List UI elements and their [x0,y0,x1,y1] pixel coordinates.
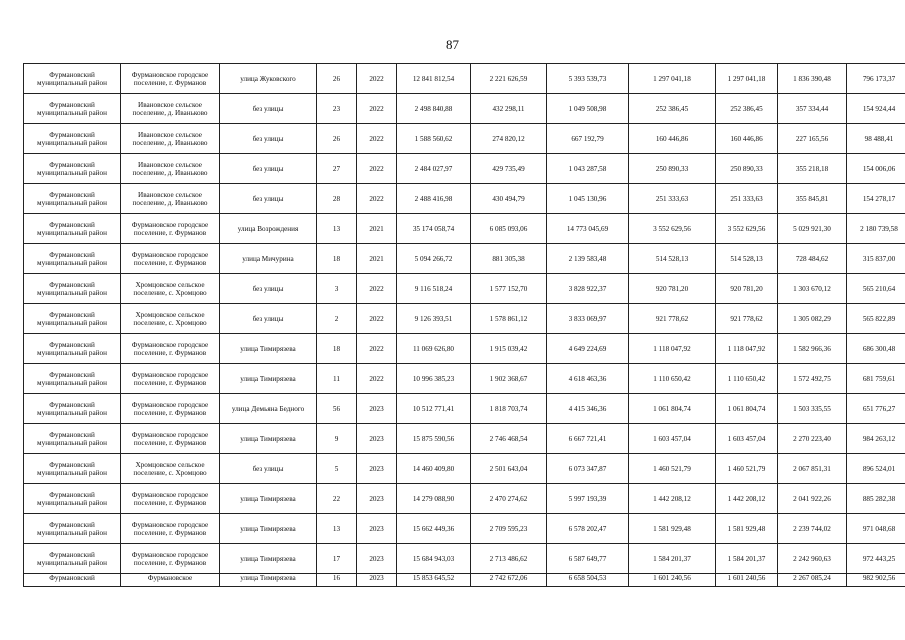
cost-column-5-cell: 355 218,18 [778,154,847,184]
district-cell: Фурмановский муниципальный район [24,334,121,364]
settlement-cell: Фурмановское городское поселение, г. Фурманов [121,64,220,94]
cost-column-2-cell: 5 997 193,39 [547,484,629,514]
table-row [24,154,905,184]
total-cost-cell: 15 875 590,56 [397,424,471,454]
cost-column-2-cell: 6 658 504,53 [547,574,629,587]
table-row [24,94,905,124]
cost-column-4-cell: 514 528,13 [716,244,778,274]
cost-column-1-cell: 2 746 468,54 [471,424,547,454]
cost-column-3-cell: 1 297 041,18 [629,64,716,94]
cost-column-6-cell: 686 300,48 [847,334,905,364]
cost-column-4-cell: 250 890,33 [716,154,778,184]
house-number-cell: 13 [317,514,357,544]
cost-column-6-cell: 681 759,61 [847,364,905,394]
cost-column-1-cell: 429 735,49 [471,154,547,184]
total-cost-cell: 15 853 645,52 [397,574,471,587]
cost-column-5-cell: 1 503 335,55 [778,394,847,424]
house-number-cell: 5 [317,454,357,484]
cost-column-1-cell: 432 298,11 [471,94,547,124]
year-cell: 2023 [357,454,397,484]
settlement-cell: Ивановское сельское поселение, д. Иваньково [121,154,220,184]
settlement-cell: Ивановское сельское поселение, д. Иваньково [121,184,220,214]
street-cell: улица Демьяна Бедного [220,394,317,424]
table-row [24,214,905,244]
cost-column-5-cell: 5 029 921,30 [778,214,847,244]
table-row [24,484,905,514]
cost-column-1-cell: 2 709 595,23 [471,514,547,544]
house-number-cell: 18 [317,334,357,364]
settlement-cell: Ивановское сельское поселение, д. Иваньково [121,94,220,124]
settlement-cell: Хромцовское сельское поселение, с. Хромцово [121,304,220,334]
cost-column-1-cell: 881 305,38 [471,244,547,274]
house-number-cell: 16 [317,574,357,587]
table-row [24,424,905,454]
cost-column-3-cell: 1 581 929,48 [629,514,716,544]
cost-column-6-cell: 885 282,38 [847,484,905,514]
house-number-cell: 9 [317,424,357,454]
cost-column-3-cell: 252 386,45 [629,94,716,124]
cost-column-5-cell: 2 242 960,63 [778,544,847,574]
cost-column-6-cell: 565 822,89 [847,304,905,334]
year-cell: 2022 [357,274,397,304]
cost-column-5-cell: 1 303 670,12 [778,274,847,304]
street-cell: без улицы [220,454,317,484]
district-cell: Фурмановский муниципальный район [24,484,121,514]
cost-column-5-cell: 728 484,62 [778,244,847,274]
cost-column-1-cell: 2 470 274,62 [471,484,547,514]
street-cell: улица Тимирязева [220,424,317,454]
house-number-cell: 22 [317,484,357,514]
cost-column-6-cell: 565 210,64 [847,274,905,304]
house-number-cell: 3 [317,274,357,304]
cost-column-4-cell: 1 460 521,79 [716,454,778,484]
cost-column-3-cell: 514 528,13 [629,244,716,274]
cost-column-4-cell: 1 603 457,04 [716,424,778,454]
cost-column-3-cell: 251 333,63 [629,184,716,214]
cost-column-6-cell: 896 524,01 [847,454,905,484]
street-cell: улица Тимирязева [220,544,317,574]
cost-column-3-cell: 1 603 457,04 [629,424,716,454]
house-number-cell: 11 [317,364,357,394]
cost-column-1-cell: 1 902 368,67 [471,364,547,394]
cost-column-5-cell: 2 267 085,24 [778,574,847,587]
cost-column-1-cell: 2 742 672,06 [471,574,547,587]
cost-column-4-cell: 1 118 047,92 [716,334,778,364]
cost-column-5-cell: 2 239 744,02 [778,514,847,544]
cost-column-1-cell: 1 818 703,74 [471,394,547,424]
cost-column-1-cell: 1 577 152,70 [471,274,547,304]
cost-column-6-cell: 154 006,06 [847,154,905,184]
year-cell: 2023 [357,424,397,454]
table-row [24,244,905,274]
cost-column-6-cell: 971 048,68 [847,514,905,544]
cost-column-3-cell: 1 442 208,12 [629,484,716,514]
cost-column-5-cell: 1 582 966,36 [778,334,847,364]
total-cost-cell: 15 662 449,36 [397,514,471,544]
district-cell: Фурмановский муниципальный район [24,244,121,274]
cost-column-5-cell: 2 270 223,40 [778,424,847,454]
cost-column-3-cell: 921 778,62 [629,304,716,334]
cost-column-3-cell: 1 061 804,74 [629,394,716,424]
cost-column-3-cell: 160 446,86 [629,124,716,154]
total-cost-cell: 15 684 943,03 [397,544,471,574]
table-row [24,394,905,424]
settlement-cell: Фурмановское городское поселение, г. Фурманов [121,394,220,424]
total-cost-cell: 11 069 626,80 [397,334,471,364]
cost-column-6-cell: 972 443,25 [847,544,905,574]
cost-column-2-cell: 6 587 649,77 [547,544,629,574]
house-number-cell: 26 [317,64,357,94]
settlement-cell: Хромцовское сельское поселение, с. Хромцово [121,274,220,304]
cost-column-3-cell: 920 781,20 [629,274,716,304]
year-cell: 2022 [357,124,397,154]
cost-column-4-cell: 920 781,20 [716,274,778,304]
cost-column-1-cell: 1 915 039,42 [471,334,547,364]
settlement-cell: Фурмановское городское поселение, г. Фурманов [121,544,220,574]
cost-column-2-cell: 2 139 583,48 [547,244,629,274]
settlement-cell: Ивановское сельское поселение, д. Иваньково [121,124,220,154]
cost-column-2-cell: 3 828 922,37 [547,274,629,304]
street-cell: улица Тимирязева [220,484,317,514]
district-cell: Фурмановский [24,574,121,587]
house-number-cell: 28 [317,184,357,214]
cost-column-5-cell: 227 165,56 [778,124,847,154]
district-cell: Фурмановский муниципальный район [24,124,121,154]
total-cost-cell: 14 279 088,90 [397,484,471,514]
cost-column-6-cell: 154 924,44 [847,94,905,124]
cost-column-2-cell: 6 073 347,87 [547,454,629,484]
total-cost-cell: 5 094 266,72 [397,244,471,274]
table-row [24,304,905,334]
street-cell: без улицы [220,124,317,154]
cost-column-5-cell: 357 334,44 [778,94,847,124]
cost-column-5-cell: 1 572 492,75 [778,364,847,394]
street-cell: без улицы [220,154,317,184]
settlement-cell: Фурмановское [121,574,220,587]
cost-column-6-cell: 982 902,56 [847,574,905,587]
table-row [24,184,905,214]
cost-column-2-cell: 4 649 224,69 [547,334,629,364]
table-row [24,574,905,587]
total-cost-cell: 9 116 518,24 [397,274,471,304]
street-cell: улица Тимирязева [220,514,317,544]
district-cell: Фурмановский муниципальный район [24,94,121,124]
cost-column-2-cell: 5 393 539,73 [547,64,629,94]
district-cell: Фурмановский муниципальный район [24,184,121,214]
cost-column-4-cell: 160 446,86 [716,124,778,154]
settlement-cell: Фурмановское городское поселение, г. Фурманов [121,214,220,244]
cost-column-6-cell: 315 837,00 [847,244,905,274]
cost-column-2-cell: 1 049 508,98 [547,94,629,124]
district-cell: Фурмановский муниципальный район [24,274,121,304]
house-number-cell: 56 [317,394,357,424]
cost-column-6-cell: 154 278,17 [847,184,905,214]
settlement-cell: Хромцовское сельское поселение, с. Хромцово [121,454,220,484]
cost-column-4-cell: 1 601 240,56 [716,574,778,587]
street-cell: улица Мичурина [220,244,317,274]
housing-repair-table [23,63,905,587]
cost-column-4-cell: 1 442 208,12 [716,484,778,514]
cost-column-3-cell: 1 584 201,37 [629,544,716,574]
district-cell: Фурмановский муниципальный район [24,364,121,394]
table-row [24,454,905,484]
settlement-cell: Фурмановское городское поселение, г. Фурманов [121,334,220,364]
street-cell: улица Возрождения [220,214,317,244]
house-number-cell: 23 [317,94,357,124]
cost-column-6-cell: 984 263,12 [847,424,905,454]
year-cell: 2022 [357,184,397,214]
cost-column-5-cell: 2 067 851,31 [778,454,847,484]
year-cell: 2022 [357,64,397,94]
house-number-cell: 13 [317,214,357,244]
cost-column-3-cell: 250 890,33 [629,154,716,184]
cost-column-3-cell: 1 118 047,92 [629,334,716,364]
cost-column-2-cell: 1 045 130,96 [547,184,629,214]
settlement-cell: Фурмановское городское поселение, г. Фурманов [121,484,220,514]
total-cost-cell: 1 588 560,62 [397,124,471,154]
district-cell: Фурмановский муниципальный район [24,424,121,454]
total-cost-cell: 35 174 058,74 [397,214,471,244]
district-cell: Фурмановский муниципальный район [24,544,121,574]
cost-column-1-cell: 1 578 861,12 [471,304,547,334]
table-row [24,334,905,364]
cost-column-1-cell: 2 713 486,62 [471,544,547,574]
table-row [24,64,905,94]
cost-column-4-cell: 921 778,62 [716,304,778,334]
settlement-cell: Фурмановское городское поселение, г. Фурманов [121,514,220,544]
cost-column-6-cell: 651 776,27 [847,394,905,424]
total-cost-cell: 14 460 409,80 [397,454,471,484]
year-cell: 2022 [357,334,397,364]
year-cell: 2023 [357,574,397,587]
cost-column-5-cell: 1 836 390,48 [778,64,847,94]
total-cost-cell: 12 841 812,54 [397,64,471,94]
cost-column-4-cell: 251 333,63 [716,184,778,214]
cost-column-2-cell: 14 773 045,69 [547,214,629,244]
settlement-cell: Фурмановское городское поселение, г. Фурманов [121,244,220,274]
cost-column-2-cell: 4 415 346,36 [547,394,629,424]
cost-column-5-cell: 1 305 082,29 [778,304,847,334]
cost-column-3-cell: 3 552 629,56 [629,214,716,244]
cost-column-6-cell: 98 488,41 [847,124,905,154]
total-cost-cell: 10 996 385,23 [397,364,471,394]
page-number: 87 [446,37,459,52]
year-cell: 2023 [357,544,397,574]
cost-column-3-cell: 1 110 650,42 [629,364,716,394]
street-cell: улица Жуковского [220,64,317,94]
cost-column-4-cell: 1 584 201,37 [716,544,778,574]
table-row [24,364,905,394]
year-cell: 2022 [357,154,397,184]
cost-column-2-cell: 4 618 463,36 [547,364,629,394]
district-cell: Фурмановский муниципальный район [24,64,121,94]
house-number-cell: 27 [317,154,357,184]
cost-column-6-cell: 796 173,37 [847,64,905,94]
cost-column-3-cell: 1 601 240,56 [629,574,716,587]
total-cost-cell: 9 126 393,51 [397,304,471,334]
total-cost-cell: 10 512 771,41 [397,394,471,424]
cost-column-2-cell: 6 578 202,47 [547,514,629,544]
cost-column-2-cell: 3 833 069,97 [547,304,629,334]
district-cell: Фурмановский муниципальный район [24,154,121,184]
total-cost-cell: 2 484 027,97 [397,154,471,184]
year-cell: 2022 [357,304,397,334]
settlement-cell: Фурмановское городское поселение, г. Фурманов [121,364,220,394]
cost-column-1-cell: 2 501 643,04 [471,454,547,484]
cost-column-1-cell: 2 221 626,59 [471,64,547,94]
district-cell: Фурмановский муниципальный район [24,304,121,334]
table-row [24,274,905,304]
cost-column-6-cell: 2 180 739,58 [847,214,905,244]
year-cell: 2022 [357,94,397,124]
table-row [24,544,905,574]
district-cell: Фурмановский муниципальный район [24,394,121,424]
cost-column-2-cell: 1 043 287,58 [547,154,629,184]
house-number-cell: 18 [317,244,357,274]
street-cell: улица Тимирязева [220,364,317,394]
year-cell: 2023 [357,514,397,544]
total-cost-cell: 2 498 840,88 [397,94,471,124]
cost-column-4-cell: 252 386,45 [716,94,778,124]
cost-column-4-cell: 3 552 629,56 [716,214,778,244]
district-cell: Фурмановский муниципальный район [24,214,121,244]
year-cell: 2022 [357,364,397,394]
district-cell: Фурмановский муниципальный район [24,454,121,484]
cost-column-4-cell: 1 297 041,18 [716,64,778,94]
cost-column-1-cell: 6 085 093,06 [471,214,547,244]
street-cell: без улицы [220,94,317,124]
street-cell: без улицы [220,304,317,334]
cost-column-1-cell: 274 820,12 [471,124,547,154]
cost-column-4-cell: 1 110 650,42 [716,364,778,394]
street-cell: улица Тимирязева [220,574,317,587]
year-cell: 2023 [357,484,397,514]
house-number-cell: 2 [317,304,357,334]
district-cell: Фурмановский муниципальный район [24,514,121,544]
year-cell: 2021 [357,244,397,274]
street-cell: без улицы [220,184,317,214]
settlement-cell: Фурмановское городское поселение, г. Фурманов [121,424,220,454]
cost-column-4-cell: 1 581 929,48 [716,514,778,544]
cost-column-5-cell: 355 845,81 [778,184,847,214]
house-number-cell: 17 [317,544,357,574]
cost-column-2-cell: 6 667 721,41 [547,424,629,454]
table-body [24,64,905,587]
table-row [24,514,905,544]
cost-column-5-cell: 2 041 922,26 [778,484,847,514]
cost-column-2-cell: 667 192,79 [547,124,629,154]
cost-column-3-cell: 1 460 521,79 [629,454,716,484]
street-cell: без улицы [220,274,317,304]
street-cell: улица Тимирязева [220,334,317,364]
cost-column-1-cell: 430 494,79 [471,184,547,214]
year-cell: 2021 [357,214,397,244]
house-number-cell: 26 [317,124,357,154]
cost-column-4-cell: 1 061 804,74 [716,394,778,424]
total-cost-cell: 2 488 416,98 [397,184,471,214]
table-row [24,124,905,154]
year-cell: 2023 [357,394,397,424]
